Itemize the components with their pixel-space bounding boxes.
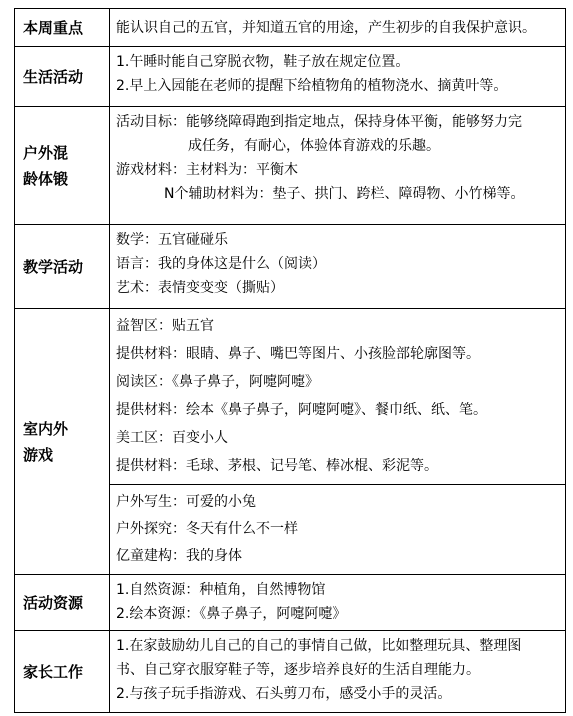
life-line-2: 2.早上入园能在老师的提醒下给植物角的植物浇水、摘黄叶等。: [116, 78, 508, 94]
indoor-line-6: 提供材料：毛球、茅根、记号笔、棒冰棍、彩泥等。: [116, 458, 438, 474]
indoor-games-section: [116, 312, 559, 480]
header-teaching: 教学活动: [15, 225, 110, 309]
indoor-line-1: 益智区：贴五官: [116, 318, 214, 334]
row-parents: [15, 631, 566, 713]
outdoor-game-line-1: 户外写生：可爱的小兔: [116, 494, 256, 510]
parents-line-3: 2.与孩子玩手指游戏、石头剪刀布，感受小手的灵活。: [116, 686, 452, 702]
header-resources: 活动资源: [15, 575, 110, 631]
header-outdoor-line-2: 龄体锻: [23, 169, 69, 188]
indoor-line-4: 提供材料：绘本《鼻子鼻子，阿嚏阿嚏》、餐巾纸、纸、笔。: [116, 402, 487, 418]
teaching-line-2: 语言：我的身体这是什么（阅读）: [116, 256, 326, 272]
header-games: [15, 309, 110, 575]
outdoor-goal-line-1: 活动目标：能够绕障碍跑到指定地点，保持身体平衡，能够努力完: [116, 114, 522, 130]
outdoor-goal-line-2: 成任务，有耐心，体验体育游戏的乐趣。: [188, 138, 440, 154]
indoor-line-3: 阅读区：《鼻子鼻子，阿嚏阿嚏》: [116, 374, 319, 390]
header-games-line-2: 游戏: [23, 445, 54, 464]
row-teaching: [15, 225, 566, 309]
row-resources: [15, 575, 566, 631]
header-life: 生活活动: [15, 47, 110, 107]
outdoor-game-line-3: 亿童建构：我的身体: [116, 548, 242, 564]
row-life: [15, 47, 566, 107]
teaching-line-3: 艺术：表情变变变（撕贴）: [116, 280, 284, 296]
resources-line-2: 2.绘本资源：《鼻子鼻子，阿嚏阿嚏》: [116, 606, 347, 622]
outdoor-material-line-1: 游戏材料：主材料为：平衡木: [116, 162, 298, 178]
outdoor-material-line-2: N个辅助材料为：垫子、拱门、跨栏、障碍物、小竹梯等。: [164, 186, 525, 202]
header-games-line-1: 室内外: [23, 419, 69, 438]
weekly-plan-document: [14, 8, 566, 713]
header-focus: 本周重点: [15, 9, 110, 47]
header-outdoor-line-1: 户外混: [23, 143, 69, 162]
resources-line-1: 1.自然资源：种植角，自然博物馆: [116, 582, 326, 598]
parents-line-2: 书、自己穿衣服穿鞋子等，逐步培养良好的生活自理能力。: [116, 662, 480, 678]
row-outdoor: [15, 107, 566, 225]
header-outdoor: [15, 107, 110, 225]
focus-text: 能认识自己的五官，并知道五官的用途，产生初步的自我保护意识。: [116, 19, 536, 36]
life-line-1: 1.午睡时能自己穿脱衣物，鞋子放在规定位置。: [116, 54, 410, 70]
header-parents: 家长工作: [15, 631, 110, 713]
outdoor-game-line-2: 户外探究：冬天有什么不一样: [116, 521, 298, 537]
outdoor-games-section: [110, 484, 565, 570]
weekly-plan-table: [14, 8, 566, 713]
teaching-line-1: 数学：五官碰碰乐: [116, 232, 228, 248]
indoor-line-2: 提供材料：眼睛、鼻子、嘴巴等图片、小孩脸部轮廓图等。: [116, 346, 480, 362]
parents-line-1: 1.在家鼓励幼儿自己的自己的事情自己做，比如整理玩具、整理图: [116, 638, 522, 654]
row-games: [15, 309, 566, 575]
row-focus: [15, 9, 566, 47]
indoor-line-5: 美工区：百变小人: [116, 430, 228, 446]
